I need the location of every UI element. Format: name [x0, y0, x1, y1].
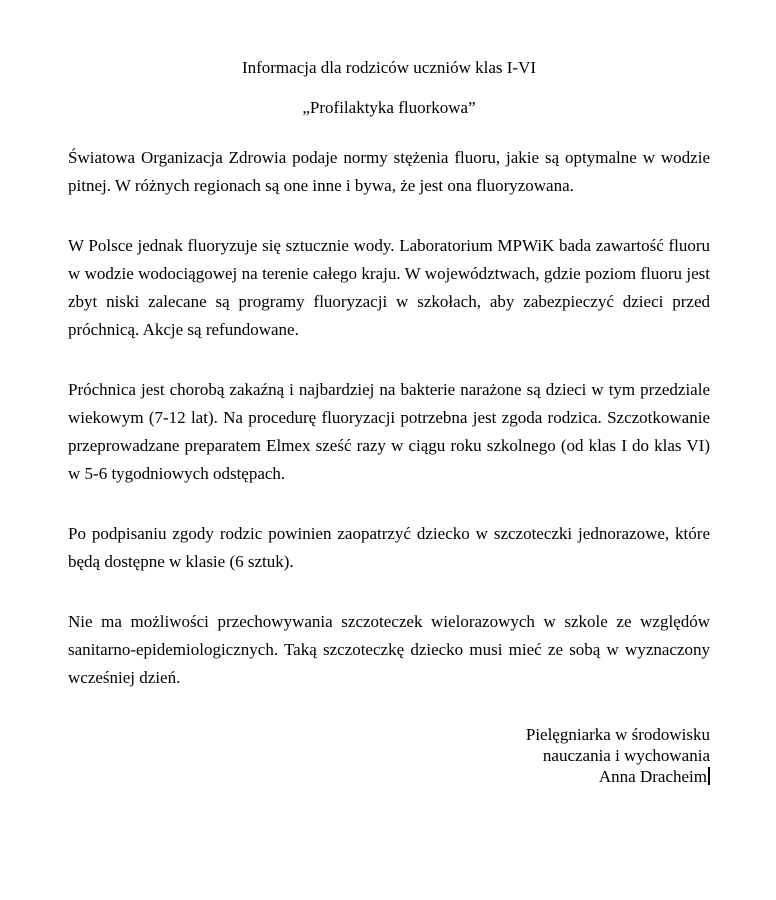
signature-name[interactable]: Anna Dracheim — [598, 767, 707, 786]
paragraph-storage-rules[interactable]: Nie ma możliwości przechowywania szczoteczek wielorazowych w szkole ze względów sanitarno-epidemiologicznych. Taką szczoteczkę dziecko musi mieć ze sobą w wyznaczony wcześniej dzień. — [68, 612, 710, 687]
signature-name-line[interactable] — [68, 766, 710, 787]
paragraph-poland-fluoridation[interactable]: W Polsce jednak fluoryzuje się sztucznie wody. Laboratorium MPWiK bada zawartość fluoru w wodzie wodociągowej na terenie całego kraju. W województwach, gdzie poziom fluoru jest zbyt niski zalecane są programy fluoryzacji w szkołach, aby zabezpieczyć dzieci przed próchnicą. Akcje są refundowane. — [68, 236, 710, 339]
text-cursor — [708, 767, 710, 785]
signature-role-line-2[interactable]: nauczania i wychowania — [542, 746, 710, 765]
signature-role-line[interactable]: Pielęgniarka w środowisku — [525, 725, 710, 744]
document-subtitle[interactable]: „Profilaktyka fluorkowa” — [302, 98, 476, 117]
paragraph-toothbrushes[interactable]: Po podpisaniu zgody rodzic powinien zaopatrzyć dziecko w szczoteczki jednorazowe, które będą dostępne w klasie (6 sztuk). — [68, 524, 710, 571]
document-body[interactable] — [68, 144, 710, 787]
document-title[interactable]: Informacja dla rodziców uczniów klas I-VI — [241, 58, 537, 77]
paragraph-who-norms[interactable]: Światowa Organizacja Zdrowia podaje normy stężenia fluoru, jakie są optymalne w wodzie pitnej. W różnych regionach są one inne i bywa, że jest ona fluoryzowana. — [68, 148, 710, 195]
paragraph-caries-procedure[interactable]: Próchnica jest chorobą zakaźną i najbardziej na bakterie narażone są dzieci w tym przedziale wiekowym (7-12 lat). Na procedurę fluoryzacji potrzebna jest zgoda rodzica. Szczotkowanie przeprowadzane preparatem Elmex sześć razy w ciągu roku szkolnego (od klas I do klas VI) w 5-6 tygodniowych odstępach. — [68, 380, 710, 483]
signature-block[interactable] — [68, 724, 710, 787]
